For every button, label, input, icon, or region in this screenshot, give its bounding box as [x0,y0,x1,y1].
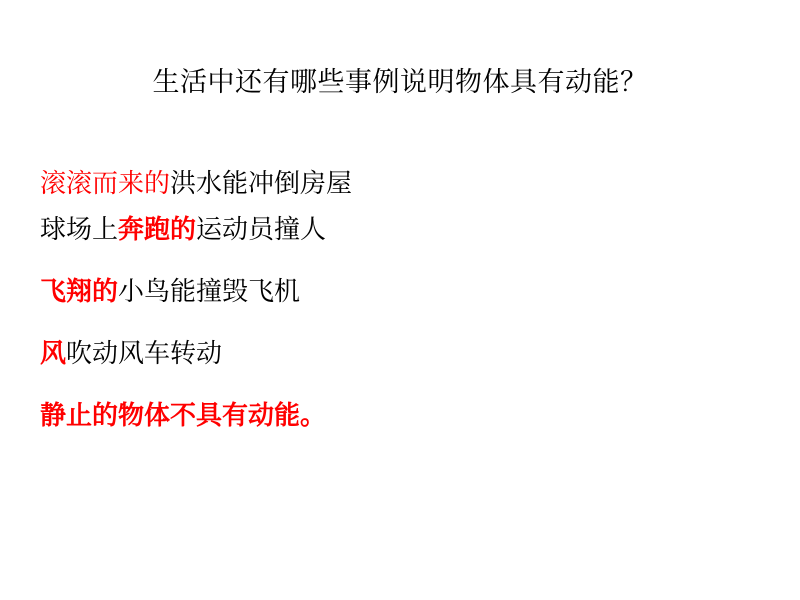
list-item [40,400,760,432]
text-segment-black: 吹动风车转动 [66,339,223,369]
content-list [40,160,760,432]
page-title: 生活中还有哪些事例说明物体具有动能？ [152,67,648,98]
text-segment-black: 小鸟能撞毁飞机 [118,277,301,307]
text-segment-black: 运动员撞人 [196,215,327,245]
list-item [40,276,760,308]
text-segment-black: 洪水能冲倒房屋 [170,169,353,199]
list-item [40,338,760,370]
text-segment-black: 球场上 [40,215,119,245]
text-segment-red: 静止的物体不具有动能。 [40,401,327,431]
text-segment-red: 飞翔的 [40,277,119,307]
text-segment-red: 滚滚而来的 [40,169,171,199]
text-segment-red: 风 [40,339,67,369]
list-item [40,214,760,246]
text-segment-red: 奔跑的 [118,215,197,245]
list-item [40,168,760,200]
